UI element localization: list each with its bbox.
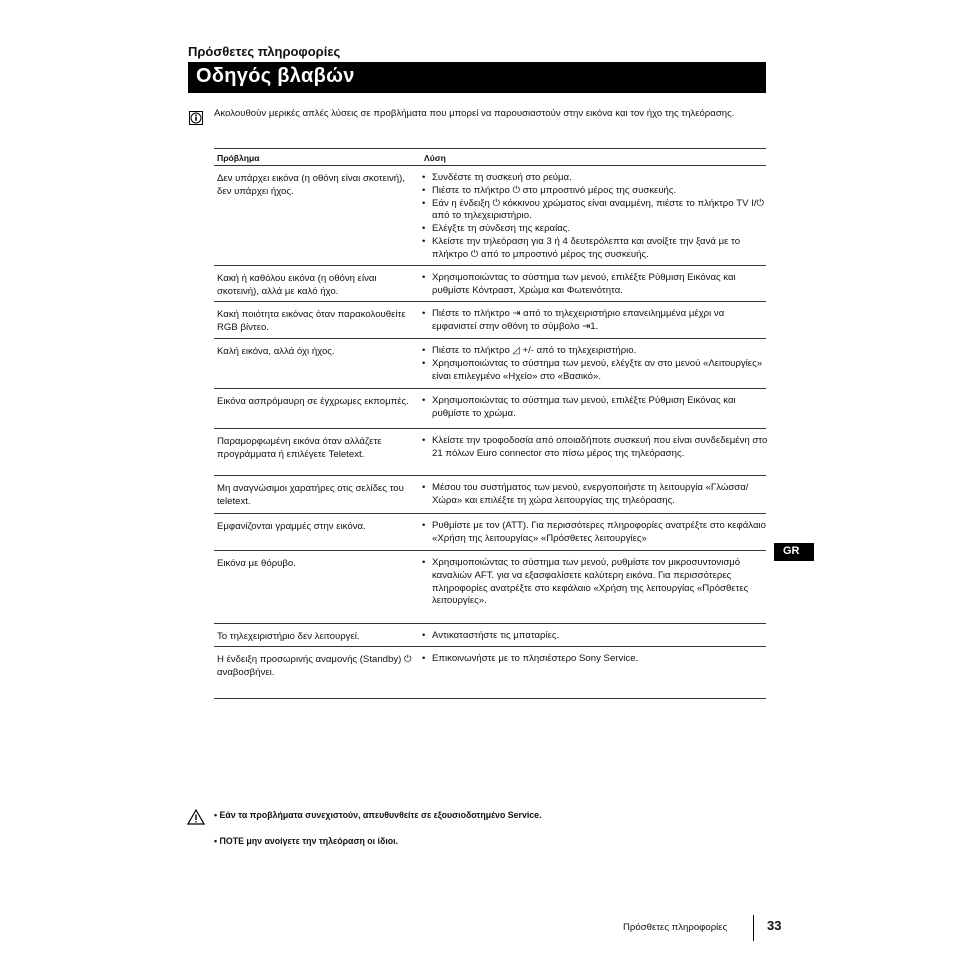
solution-cell — [422, 308, 768, 334]
info-icon — [189, 111, 203, 125]
solution-cell — [422, 272, 768, 298]
solution-item: • Κλείστε την τροφοδοσία από οποιαδήποτε συσκευή που είναι συνδεδεμένη στο 21 πόλων Euro connector στο πίσω μέρος της τηλεόρασης. — [422, 435, 768, 461]
section-title: Πρόσθετες πληροφορίες — [188, 44, 341, 59]
problem-cell: Κακή ποιότητα εικόνας όταν παρακολουθείτε RGB βίντεο. — [217, 309, 406, 333]
table-row — [214, 551, 766, 624]
solution-list — [422, 630, 768, 643]
solution-list — [422, 345, 768, 383]
table-row — [214, 302, 766, 339]
solution-item: • Χρησιμοποιώντας το σύστημα των μενού, επιλέξτε Ρύθμιση Εικόνας και ρυθμίστε Κόντραστ, Χρώμα και Φωτεινότητα. — [422, 272, 768, 298]
page-number: 33 — [767, 918, 782, 933]
solution-item: • Μέσου του συστήματος των μενού, ενεργοποιήστε τη λειτουργία «Γλώσσα/Χώρα» και επιλέξτε τη χώρα λειτουργίας της τηλεόρασης. — [422, 482, 768, 508]
problem-cell: Εικόνα ασπρόμαυρη σε έγχρωμες εκπομπές. — [217, 396, 409, 407]
problem-cell: Κακή ή καθόλου εικόνα (η οθόνη είναι σκοτεινή), αλλά με καλό ήχο. — [217, 273, 377, 297]
problem-cell: Μη αναγνώσιμοι χαρατήρες οτις σελίδες του teletext. — [217, 483, 404, 507]
language-tab-label: GR — [783, 545, 800, 557]
table-row — [214, 514, 766, 551]
problem-cell: Η ένδειξη προσωρινής αναμονής (Standby) ⏻ αναβοσβήνει. — [217, 654, 412, 678]
problem-cell: Το τηλεχειριστήριο δεν λειτουργεί. — [217, 631, 360, 642]
solution-list — [422, 520, 768, 546]
solution-cell — [422, 172, 768, 262]
table-row — [214, 266, 766, 302]
table-row — [214, 389, 766, 429]
problem-cell: Εμφανίζονται γραμμές στην εικόνα. — [217, 521, 366, 532]
table-header — [214, 148, 766, 166]
solution-item: • Χρησιμοποιώντας το σύστημα των μενού, επιλέξτε Ρύθμιση Εικόνας και ρυθμίστε το χρώμα. — [422, 395, 768, 421]
footer-divider — [753, 915, 754, 941]
column-header-problem: Πρόβλημα — [217, 153, 260, 163]
solution-list — [422, 435, 768, 461]
solution-cell — [422, 630, 768, 643]
problem-cell: Εικόνα με θόρυβο. — [217, 558, 296, 569]
solution-item: • Χρησιμοποιώντας το σύστημα των μενού, ελέγξτε αν στο μενού «Λειτουργίες» είναι επιλεγμένο «Ηχείο» στο «Βασικό». — [422, 358, 768, 384]
table-row — [214, 166, 766, 266]
table-row — [214, 624, 766, 647]
warning-line: • ΠΟΤΕ μην ανοίγετε την τηλεόραση οι ίδιοι. — [214, 836, 399, 846]
solution-item: • Κλείστε την τηλεόραση για 3 ή 4 δευτερόλεπτα και ανοίξτε την ξανά με το πλήκτρο ⏻ από το μπροστινό μέρος της συσκευής. — [422, 236, 768, 262]
solution-list — [422, 557, 768, 608]
column-header-solution: Λύση — [424, 153, 446, 163]
problem-cell: Δεν υπάρχει εικόνα (η οθόνη είναι σκοτεινή), δεν υπάρχει ήχος. — [217, 173, 405, 197]
page-title: Οδηγός βλαβών — [196, 65, 355, 87]
warning-line: • Εάν τα προβλήματα συνεχιστούν, απευθυνθείτε σε εξουσιοδοτημένο Service. — [214, 810, 542, 820]
solution-item: • Επικοινωνήστε με το πλησιέστερο Sony Service. — [422, 653, 768, 666]
intro-text: Ακολουθούν μερικές απλές λύσεις σε προβλήματα που μπορεί να παρουσιαστούν στην εικόνα και τον ήχο της τηλεόρασης. — [214, 108, 735, 119]
solution-item: • Πιέστε το πλήκτρο ◿ +/- από το τηλεχειριστήριο. — [422, 345, 768, 358]
footer-section: Πρόσθετες πληροφορίες — [623, 922, 728, 933]
problem-cell: Παραμορφωμένη εικόνα όταν αλλάζετε προγράμματα ή επιλέγετε Teletext. — [217, 436, 382, 460]
solution-item: • Χρησιμοποιώντας το σύστημα των μενού, ρυθμίστε τον μικροσυντονισμό καναλιών AFT. για να εξασφαλίσετε καλύτερη εικόνα. Για περισσότερες πληροφορίες ανατρέξτε στο κεφάλαιο «Χρήση της λειτουργίας «Πρόσθετες λειτουργίες». — [422, 557, 768, 608]
solution-item: • Αντικαταστήστε τις μπαταρίες. — [422, 630, 768, 643]
solution-item: • Ρυθμίστε με τον (ATT). Για περισσότερες πληροφορίες ανατρέξτε στο κεφάλαιο «Χρήση της λειτουργίας» «Πρόσθετες λειτουργίες» — [422, 520, 768, 546]
language-tab — [774, 543, 814, 561]
solution-cell — [422, 482, 768, 508]
solution-item: • Ελέγξτε τη σύνδεση της κεραίας. — [422, 223, 768, 236]
solution-cell — [422, 345, 768, 383]
table-row — [214, 647, 766, 699]
solution-cell — [422, 520, 768, 546]
solution-list — [422, 272, 768, 298]
solution-item: • Πιέστε το πλήκτρο ⇥ από το τηλεχειριστήριο επανειλημμένα μέχρι να εμφανιστεί στην οθόνη το σύμβολο ⇥1. — [422, 308, 768, 334]
table-row — [214, 429, 766, 476]
table-row — [214, 476, 766, 514]
problem-cell: Καλή εικόνα, αλλά όχι ήχος. — [217, 346, 335, 357]
solution-item: • Συνδέστε τη συσκευή στο ρεύμα. — [422, 172, 768, 185]
warning-icon — [187, 809, 205, 825]
solution-cell — [422, 395, 768, 421]
solution-item: • Πιέστε το πλήκτρο ⏻ στο μπροστινό μέρος της συσκευής. — [422, 185, 768, 198]
page-title-bar — [188, 62, 766, 93]
solution-list — [422, 172, 768, 262]
solution-cell — [422, 557, 768, 608]
solution-cell — [422, 435, 768, 461]
solution-list — [422, 482, 768, 508]
solution-list — [422, 395, 768, 421]
solution-item: • Εάν η ένδειξη ⏻ κόκκινου χρώματος είναι αναμμένη, πιέστε το πλήκτρο TV I/⏻ από το τηλεχειριστήριο. — [422, 198, 768, 224]
solution-list — [422, 308, 768, 334]
troubleshooting-table — [214, 148, 766, 699]
solution-cell — [422, 653, 768, 666]
table-row — [214, 339, 766, 389]
solution-list — [422, 653, 768, 666]
